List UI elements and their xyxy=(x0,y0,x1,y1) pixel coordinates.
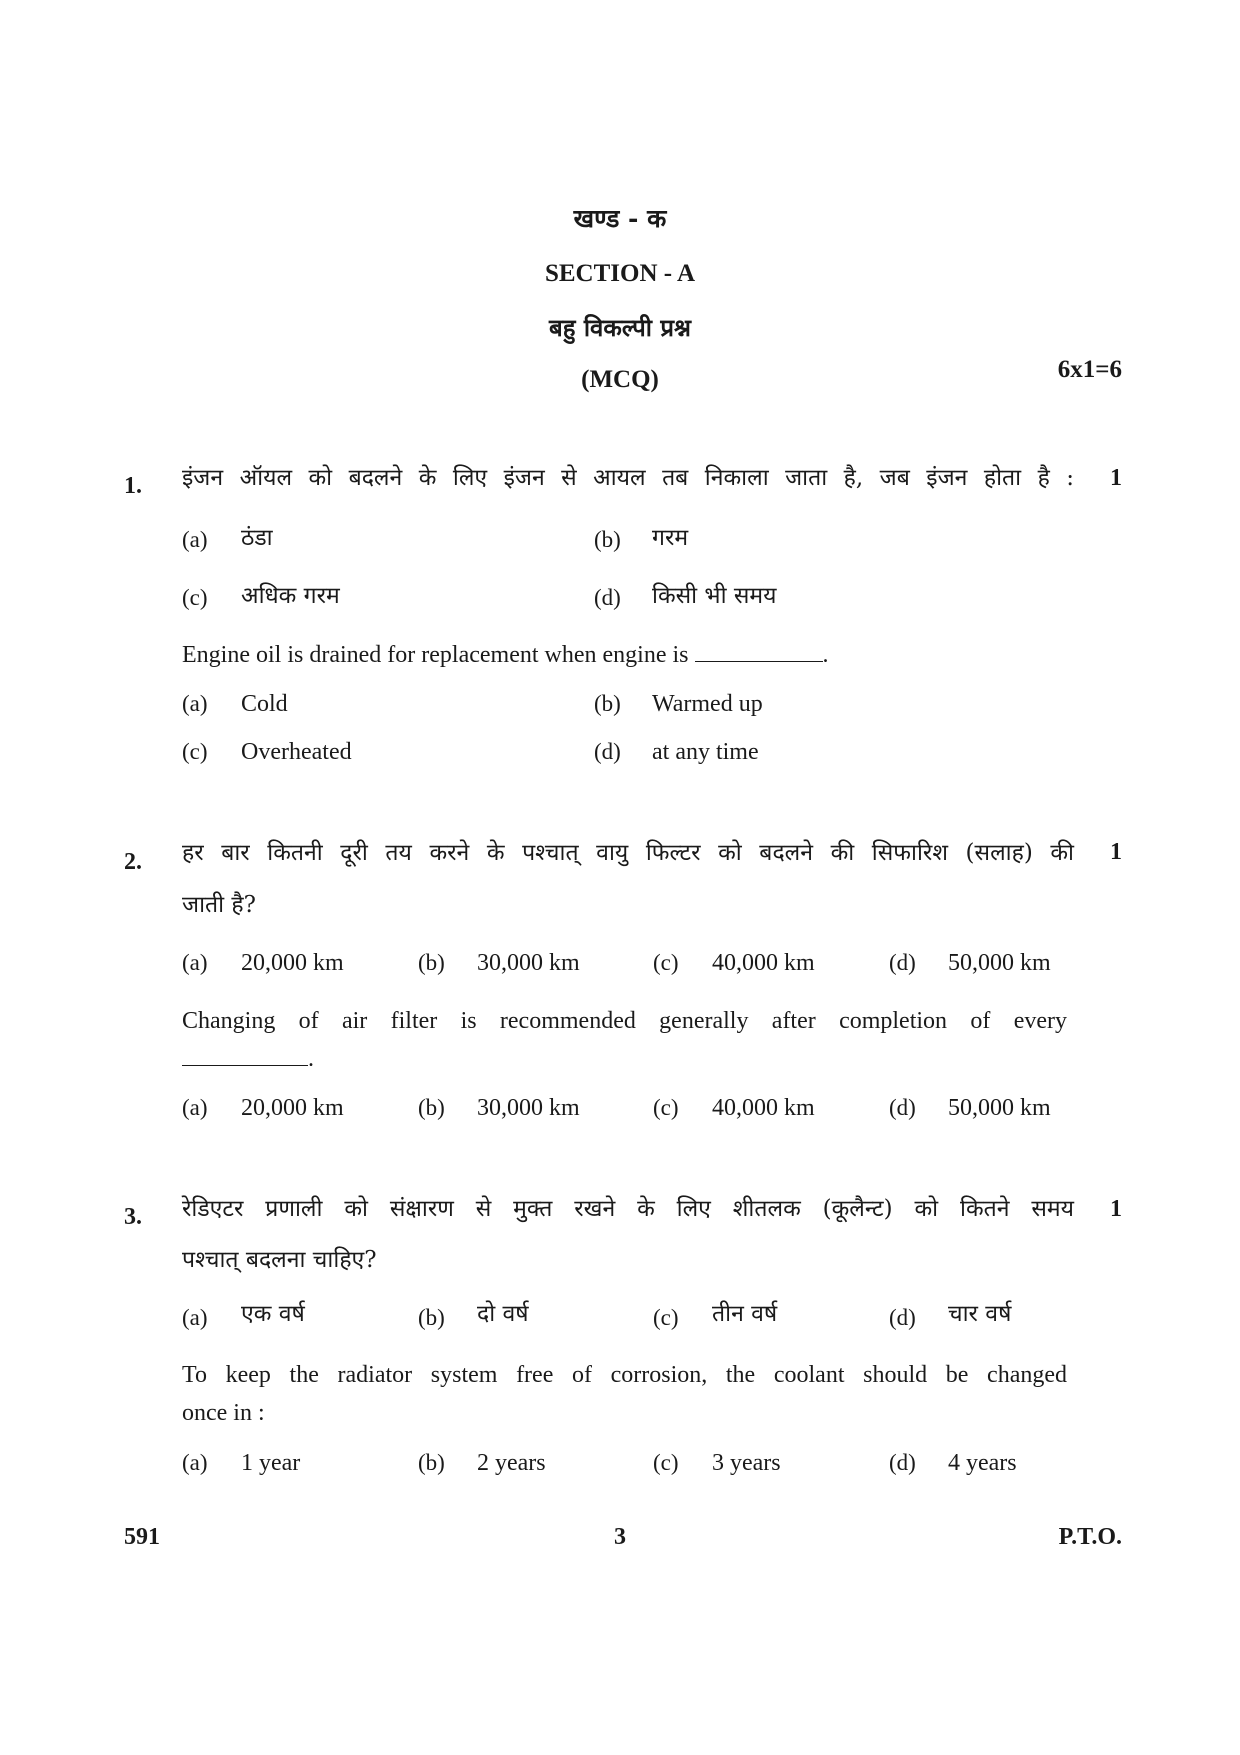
please-turn-over: P.T.O. xyxy=(1058,1524,1122,1550)
option-label: (d) xyxy=(889,950,916,975)
section-title-english: SECTION - A xyxy=(544,260,696,287)
question-text-hindi: रेडिएटर प्रणाली को संक्षारण से मुक्त रखने के लिए शीतलक (कूलैन्ट) को कितने समय xyxy=(182,1196,1074,1222)
option-label: (b) xyxy=(418,1305,445,1330)
option-label: (a) xyxy=(182,950,208,975)
paper-code: 591 xyxy=(124,1524,160,1550)
option-label: (d) xyxy=(889,1095,916,1120)
question-text-english-line2 xyxy=(182,1040,1062,1078)
option-text: 20,000 km xyxy=(241,1095,344,1121)
question-text-hindi: इंजन ऑयल को बदलने के लिए इंजन से आयल तब निकाला जाता है, जब इंजन होता है : xyxy=(182,465,1074,491)
question-text-english-line2: once in : xyxy=(182,1400,265,1426)
question-text-english: Changing of air filter is recommended generally after completion of every xyxy=(182,1008,1067,1034)
option-label: (d) xyxy=(594,585,621,610)
option-label: (b) xyxy=(418,950,445,975)
question-text-english-end: . xyxy=(822,642,829,668)
question-marks: 1 xyxy=(1110,1196,1122,1222)
question-text-hindi-line2: पश्चात् बदलना चाहिए? xyxy=(182,1247,377,1273)
option-label: (a) xyxy=(182,1305,208,1330)
section-marks-total: 6x1=6 xyxy=(1057,356,1122,383)
option-text: 20,000 km xyxy=(241,950,344,976)
option-label: (b) xyxy=(594,527,621,552)
option-label: (c) xyxy=(653,1450,679,1475)
option-text: Cold xyxy=(241,691,288,717)
option-label: (d) xyxy=(889,1450,916,1475)
option-label: (a) xyxy=(182,1095,208,1120)
option-text: at any time xyxy=(652,739,759,765)
option-text: 30,000 km xyxy=(477,1095,580,1121)
question-number: 3. xyxy=(124,1204,142,1230)
option-text: 2 years xyxy=(477,1450,546,1476)
option-text: तीन वर्ष xyxy=(712,1301,778,1327)
option-label: (a) xyxy=(182,1450,208,1475)
option-label: (d) xyxy=(594,739,621,764)
option-label: (c) xyxy=(182,585,208,610)
question-text-english-end: . xyxy=(308,1046,314,1072)
option-label: (b) xyxy=(594,691,621,716)
question-marks: 1 xyxy=(1110,839,1122,865)
question-number: 2. xyxy=(124,849,142,875)
question-text-hindi-line2: जाती है? xyxy=(182,892,256,918)
option-text: 40,000 km xyxy=(712,950,815,976)
question-text-english-part: Engine oil is drained for replacement when engine is xyxy=(182,642,689,668)
option-text: Overheated xyxy=(241,739,352,765)
option-text: 40,000 km xyxy=(712,1095,815,1121)
option-label: (d) xyxy=(889,1305,916,1330)
option-label: (b) xyxy=(418,1095,445,1120)
question-text-hindi: हर बार कितनी दूरी तय करने के पश्चात् वायु फिल्टर को बदलने की सिफारिश (सलाह) की xyxy=(182,840,1074,866)
option-text: किसी भी समय xyxy=(652,583,777,609)
option-text: दो वर्ष xyxy=(477,1301,529,1327)
option-text: चार वर्ष xyxy=(948,1301,1012,1327)
option-label: (a) xyxy=(182,527,208,552)
mcq-heading-hindi: बहु विकल्पी प्रश्न xyxy=(549,313,691,342)
option-text: 30,000 km xyxy=(477,950,580,976)
option-text: गरम xyxy=(652,525,689,551)
option-label: (c) xyxy=(182,739,208,764)
option-text: अधिक गरम xyxy=(241,583,340,609)
answer-blank xyxy=(182,1047,308,1066)
question-text-english xyxy=(182,636,1062,674)
option-text: एक वर्ष xyxy=(241,1301,305,1327)
option-label: (c) xyxy=(653,950,679,975)
option-label: (a) xyxy=(182,691,208,716)
option-text: 50,000 km xyxy=(948,950,1051,976)
question-text-english: To keep the radiator system free of corrosion, the coolant should be changed xyxy=(182,1362,1067,1388)
question-number: 1. xyxy=(124,473,142,499)
option-text: 1 year xyxy=(241,1450,301,1476)
answer-blank xyxy=(695,643,823,662)
option-text: 50,000 km xyxy=(948,1095,1051,1121)
mcq-heading-english: (MCQ) xyxy=(581,366,659,393)
option-text: 3 years xyxy=(712,1450,781,1476)
option-text: ठंडा xyxy=(241,525,273,551)
option-text: Warmed up xyxy=(652,691,763,717)
option-label: (b) xyxy=(418,1450,445,1475)
option-label: (c) xyxy=(653,1305,679,1330)
question-marks: 1 xyxy=(1110,465,1122,491)
option-text: 4 years xyxy=(948,1450,1017,1476)
option-label: (c) xyxy=(653,1095,679,1120)
section-title-hindi: खण्ड - क xyxy=(573,204,667,233)
page-number: 3 xyxy=(614,1524,626,1550)
